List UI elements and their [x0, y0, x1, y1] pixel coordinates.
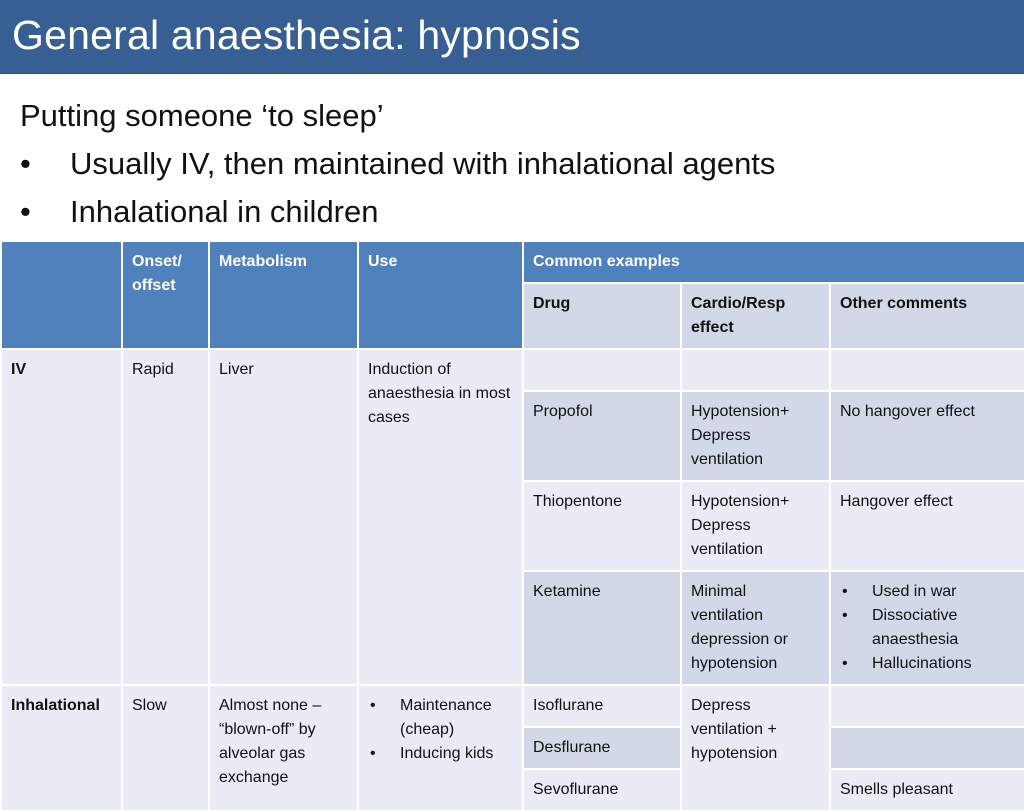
iv-onset: Rapid — [122, 349, 209, 685]
intro-bullet-text: Inhalational in children — [70, 194, 379, 229]
header-metabolism: Metabolism — [209, 241, 358, 349]
list-item: • Hallucinations — [840, 652, 1015, 676]
effect-cell: Hypotension+ Depress ventilation — [681, 481, 830, 571]
header-cardio-resp: Cardio/Resp effect — [681, 283, 830, 349]
anaesthesia-table — [0, 240, 1024, 812]
list-item: • Dissociative anaesthesia — [840, 604, 1015, 652]
table-row — [1, 685, 1024, 727]
row-label-inhalational: Inhalational — [1, 685, 122, 811]
comment-cell — [830, 349, 1024, 391]
header-other-comments: Other comments — [830, 283, 1024, 349]
header-onset: Onset/ offset — [122, 241, 209, 349]
comment-cell — [830, 727, 1024, 769]
list-item: • Inducing kids — [368, 742, 513, 766]
inhal-onset: Slow — [122, 685, 209, 811]
header-common-examples: Common examples — [523, 241, 1024, 283]
iv-metabolism: Liver — [209, 349, 358, 685]
effect-cell — [681, 349, 830, 391]
intro-heading: Putting someone ‘to sleep’ — [20, 98, 384, 133]
title-bar — [0, 0, 1024, 74]
drug-cell: Isoflurane — [523, 685, 681, 727]
comment-cell — [830, 685, 1024, 727]
effect-cell: Depress ventilation + hypotension — [681, 685, 830, 811]
intro-bullet-text: Usually IV, then maintained with inhalational agents — [70, 146, 776, 181]
drug-cell — [523, 349, 681, 391]
table-row — [1, 349, 1024, 391]
intro-text — [20, 92, 775, 236]
effect-cell: Minimal ventilation depression or hypotension — [681, 571, 830, 685]
header-blank — [1, 241, 122, 349]
comment-cell — [830, 571, 1024, 685]
inhal-use — [358, 685, 523, 811]
inhal-metabolism: Almost none – “blown-off” by alveolar gas exchange — [209, 685, 358, 811]
slide-title: General anaesthesia: hypnosis — [12, 12, 581, 58]
drug-cell: Propofol — [523, 391, 681, 481]
bullet-icon: • — [20, 194, 31, 229]
comment-cell: Hangover effect — [830, 481, 1024, 571]
drug-cell: Desflurane — [523, 727, 681, 769]
iv-use: Induction of anaesthesia in most cases — [358, 349, 523, 685]
drug-cell: Thiopentone — [523, 481, 681, 571]
list-item: • Used in war — [840, 580, 1015, 604]
intro-bullet — [20, 188, 775, 236]
bullet-icon: • — [20, 146, 31, 181]
header-use: Use — [358, 241, 523, 349]
comment-list — [840, 580, 1015, 676]
table-header-row — [1, 241, 1024, 283]
list-item: • Maintenance (cheap) — [368, 694, 513, 742]
header-drug: Drug — [523, 283, 681, 349]
effect-cell: Hypotension+ Depress ventilation — [681, 391, 830, 481]
comment-cell: Smells pleasant — [830, 769, 1024, 811]
drug-cell: Ketamine — [523, 571, 681, 685]
use-list — [368, 694, 513, 766]
intro-bullet — [20, 140, 775, 188]
drug-cell: Sevoflurane — [523, 769, 681, 811]
row-label-iv: IV — [1, 349, 122, 685]
comment-cell: No hangover effect — [830, 391, 1024, 481]
